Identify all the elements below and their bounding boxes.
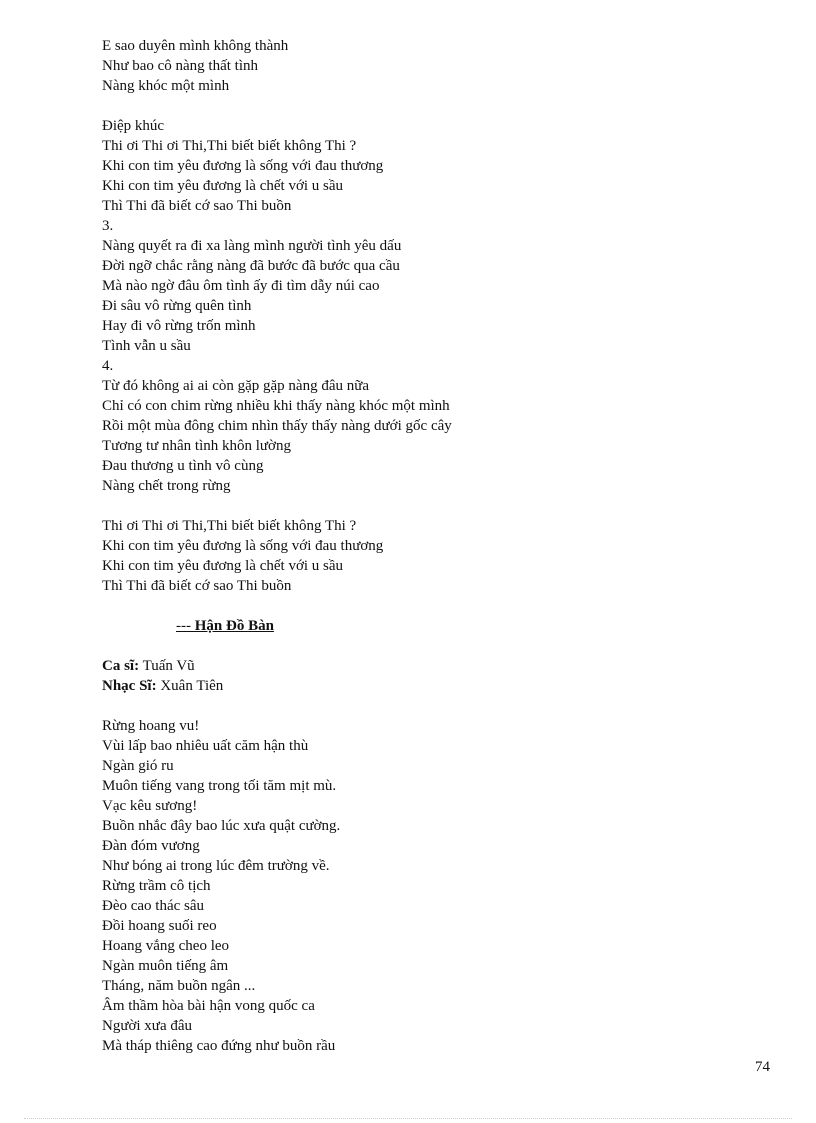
lyric-line: Thi ơi Thi ơi Thi,Thi biết biết không Thi ? xyxy=(102,518,357,534)
composer-name: Xuân Tiên xyxy=(156,678,224,694)
lyric-line: Nàng chết trong rừng xyxy=(102,478,231,494)
lyric-line: Đi sâu vô rừng quên tình xyxy=(102,298,252,314)
lyric-line: Đau thương u tình vô cùng xyxy=(102,458,264,474)
singer-label: Ca sĩ: xyxy=(102,658,140,674)
lyric-line: Chỉ có con chim rừng nhiều khi thấy nàng khóc một mình xyxy=(102,398,450,414)
lyric-line: Mà nào ngờ đâu ôm tình ấy đi tìm dẫy núi cao xyxy=(102,278,380,294)
lyric-line: Người xưa đâu xyxy=(102,1018,193,1034)
lyric-line: Hay đi vô rừng trốn mình xyxy=(102,318,256,334)
lyric-line: Đồi hoang suối reo xyxy=(102,918,217,934)
verse-number: 4. xyxy=(102,358,114,374)
lyric-line: Rừng trầm cô tịch xyxy=(102,878,211,894)
lyric-line: Thi ơi Thi ơi Thi,Thi biết biết không Thi ? xyxy=(102,138,357,154)
lyric-line: Âm thầm hòa bài hận vong quốc ca xyxy=(102,998,315,1014)
lyric-line: Thì Thi đã biết cớ sao Thi buồn xyxy=(102,198,292,214)
song-title-text: Hận Đồ Bàn xyxy=(191,618,274,634)
lyric-line: Đèo cao thác sâu xyxy=(102,898,205,914)
singer-credit xyxy=(102,656,742,676)
lyric-line: Khi con tim yêu đương là sống với đau thương xyxy=(102,158,384,174)
blank-line xyxy=(102,596,742,616)
lyric-line: Đàn đóm vương xyxy=(102,838,200,854)
verse-number: 3. xyxy=(102,218,114,234)
title-prefix: --- xyxy=(176,618,191,634)
blank-line xyxy=(102,696,742,716)
lyric-line: Ngàn gió ru xyxy=(102,758,174,774)
lyric-line: Nàng quyết ra đi xa làng mình người tình yêu dấu xyxy=(102,238,402,254)
lyric-line: Tình vẫn u sầu xyxy=(102,338,191,354)
lyric-line: Nàng khóc một mình xyxy=(102,78,230,94)
lyric-line: Khi con tim yêu đương là sống với đau thương xyxy=(102,538,384,554)
lyric-line: Từ đó không ai ai còn gặp gặp nàng đâu nữa xyxy=(102,378,370,394)
page-footer-divider xyxy=(24,1118,792,1119)
lyric-line: Buồn nhắc đây bao lúc xưa quật cường. xyxy=(102,818,341,834)
lyric-line: Muôn tiếng vang trong tối tăm mịt mù. xyxy=(102,778,337,794)
lyrics-text xyxy=(102,36,742,1056)
blank-line xyxy=(102,96,742,116)
lyric-line: Hoang vắng cheo leo xyxy=(102,938,230,954)
song-title xyxy=(102,616,742,636)
lyric-line: Thì Thi đã biết cớ sao Thi buồn xyxy=(102,578,292,594)
lyric-line: E sao duyên mình không thành xyxy=(102,38,289,54)
lyric-line: Mà tháp thiêng cao đứng như buồn rầu xyxy=(102,1038,336,1054)
lyric-line: Rồi một mùa đông chim nhìn thấy thấy nàng dưới gốc cây xyxy=(102,418,452,434)
lyric-line: Như bao cô nàng thất tình xyxy=(102,58,259,74)
composer-credit xyxy=(102,676,742,696)
lyric-line: Đời ngỡ chắc rằng nàng đã bước đã bước qua cầu xyxy=(102,258,400,274)
blank-line xyxy=(102,636,742,656)
lyric-line: Khi con tim yêu đương là chết với u sầu xyxy=(102,178,344,194)
lyric-line: Khi con tim yêu đương là chết với u sầu xyxy=(102,558,344,574)
lyric-line: Như bóng ai trong lúc đêm trường về. xyxy=(102,858,330,874)
lyric-line: Vùi lấp bao nhiêu uất căm hận thù xyxy=(102,738,309,754)
lyric-line: Ngàn muôn tiếng âm xyxy=(102,958,229,974)
composer-label: Nhạc Sĩ: xyxy=(102,678,157,694)
blank-line xyxy=(102,496,742,516)
page-number: 74 xyxy=(755,1059,770,1075)
lyric-line: Vạc kêu sương! xyxy=(102,798,198,814)
chorus-label: Điệp khúc xyxy=(102,118,165,134)
lyric-line: Tháng, năm buồn ngân ... xyxy=(102,978,256,994)
lyric-line: Tương tư nhân tình khôn lường xyxy=(102,438,291,454)
singer-name: Tuấn Vũ xyxy=(139,658,195,674)
lyric-line: Rừng hoang vu! xyxy=(102,718,200,734)
